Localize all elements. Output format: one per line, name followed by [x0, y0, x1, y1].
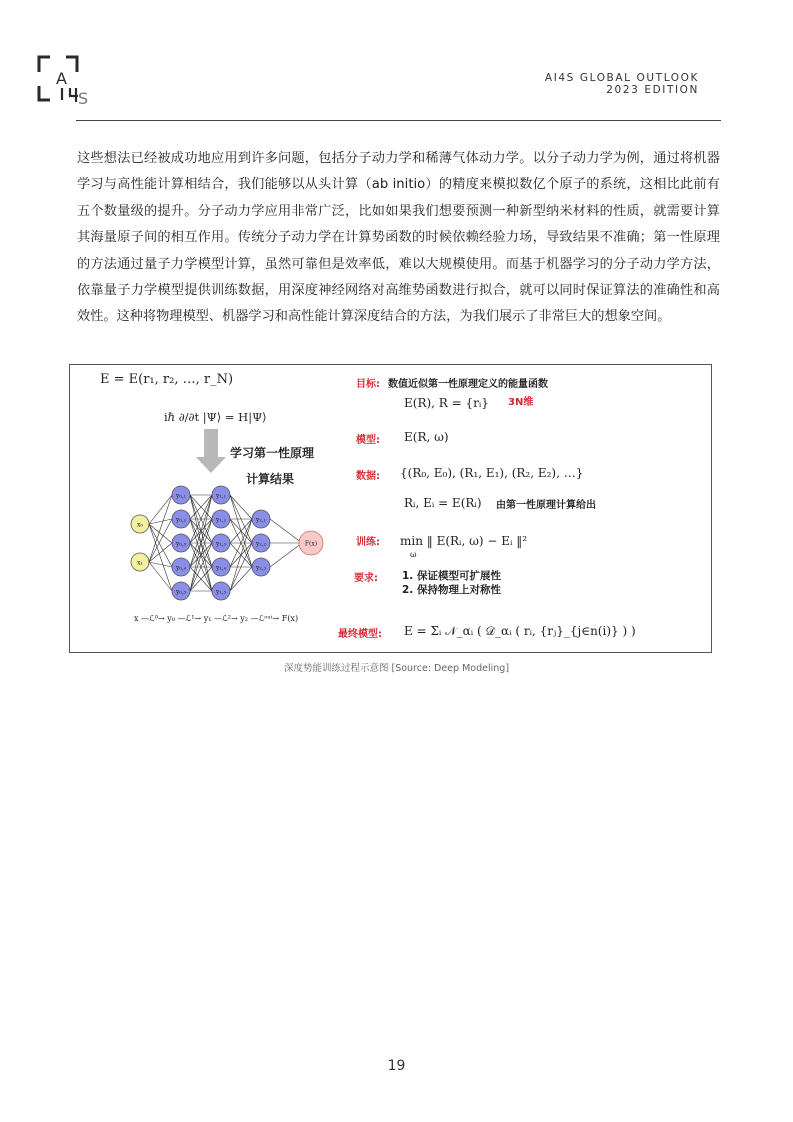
network-edge: [230, 567, 252, 591]
hidden2-node: [212, 558, 230, 576]
hidden3-node-label: y₂,₃: [255, 564, 267, 572]
hidden2-node: [212, 534, 230, 552]
learning-arrow-icon: [196, 429, 226, 473]
page-number: 19: [387, 1058, 406, 1074]
target-label: 目标:: [356, 379, 380, 390]
hidden2-node: [212, 510, 230, 528]
layer-chain: x —ℒ⁰→ y₀ —ℒ¹→ y₁ —ℒ²→ y₂ —ℒᵒᵘᵗ→ F(x): [134, 614, 299, 623]
ai4s-logo: [36, 54, 96, 108]
model-label: 模型:: [356, 435, 380, 446]
network-edge: [149, 524, 172, 591]
network-edge: [230, 495, 252, 519]
hidden1-node: [172, 510, 190, 528]
input-node-label: x₁: [137, 559, 143, 567]
target-eq: E(R), R = {rᵢ}: [404, 396, 489, 410]
hidden1-node: [172, 486, 190, 504]
hidden3-node-label: y₂,₂: [255, 540, 267, 548]
hidden3-node: [252, 558, 270, 576]
input-node: [131, 553, 149, 571]
target-note: 3N维: [508, 397, 534, 408]
header-edition-year: 2023 EDITION: [606, 84, 699, 96]
hidden1-node-label: y₀,₄: [175, 564, 187, 572]
hidden2-node: [212, 486, 230, 504]
deep-potential-figure: [69, 364, 712, 653]
data-eq2: Rᵢ, Eᵢ = E(Rᵢ): [404, 496, 482, 510]
figure-caption: 深度势能训练过程示意图 [Source: Deep Modeling]: [283, 663, 510, 674]
hidden1-node: [172, 558, 190, 576]
data-note: 由第一性原理计算给出: [496, 500, 596, 511]
network-edge: [270, 519, 302, 543]
figure-svg: [70, 365, 711, 652]
network-edge: [270, 543, 302, 567]
data-eq: {(R₀, E₀), (R₁, E₁), (R₂, E₂), …}: [400, 466, 584, 480]
hidden2-node-label: y₁,₂: [215, 516, 227, 524]
hidden1-node: [172, 534, 190, 552]
input-node-label: x₀: [137, 521, 143, 529]
hidden1-node-label: y₀,₅: [175, 588, 187, 596]
arrow-label-1: 学习第一性原理: [230, 446, 315, 460]
network-edge: [230, 519, 252, 591]
body-paragraph: 这些想法已经被成功地应用到许多问题，包括分子动力学和稀薄气体动力学。以分子动力学为例，通过将机器学习与高性能计算相结合，我们能够以从头计算（ab initio）的精度来模拟数亿个原子的系统，这相比此前有五个数量级的提升。分子动力学应用非常广泛，比如如果我们想要预测一种新型纳米材料的性质，就需要计算其海量原子间的相互作用。传统分子动力学在计算势函数的时候依赖经验力场，导致结果不准确；第一性原理的方法通过量子力学模型计算，虽然可靠但是效率低，难以大规模使用。而基于机器学习的分子动力学方法，依靠量子力学模型提供训练数据，用深度神经网络对高维势函数进行拟合，就可以同时保证算法的准确性和高效性。这种将物理模型、机器学习和高性能计算深度结合的方法，为我们展示了非常巨大的想象空间。: [77, 151, 720, 325]
header-edition: [545, 72, 699, 96]
req-label: 要求:: [354, 573, 378, 584]
input-node: [131, 515, 149, 533]
train-sub: ω: [410, 550, 417, 559]
target-text: 数值近似第一性原理定义的能量函数: [388, 379, 548, 390]
hidden2-node-label: y₁,₁: [215, 492, 227, 500]
arrow-label-2: 计算结果: [246, 472, 295, 486]
output-node-label: F(x): [304, 540, 318, 548]
network-edge: [149, 495, 172, 562]
hidden3-node-label: y₂,₁: [255, 516, 267, 524]
final-eq: E = Σᵢ 𝒩_αᵢ ( 𝒟_αᵢ ( rᵢ, {rⱼ}_{j∈n(i)} ) ): [404, 624, 636, 638]
hidden1-node-label: y₀,₂: [175, 516, 187, 524]
req-item-1: 1. 保证模型可扩展性: [402, 570, 501, 582]
hidden1-node: [172, 582, 190, 600]
hidden3-node: [252, 510, 270, 528]
output-node: [299, 531, 323, 555]
train-label: 训练:: [356, 537, 380, 548]
hidden3-node: [252, 534, 270, 552]
hidden2-node-label: y₁,₃: [215, 540, 227, 548]
header-rule: [76, 120, 721, 121]
train-eq: min ‖ E(Rᵢ, ω) − Eᵢ ‖²: [400, 534, 528, 548]
model-eq: E(R, ω): [404, 430, 449, 444]
eq-energy: E = E(r₁, r₂, …, r_N): [100, 372, 234, 387]
final-label: 最终模型:: [338, 629, 382, 640]
hidden2-node-label: y₁,₄: [215, 564, 227, 572]
eq-schrodinger: iℏ ∂/∂t |Ψ⟩ = H|Ψ⟩: [164, 410, 267, 424]
logo-letter-s: S: [78, 89, 89, 108]
data-label: 数据:: [356, 471, 380, 482]
hidden2-node-label: y₁,₅: [215, 588, 227, 596]
logo-letter-a: A: [56, 69, 67, 88]
hidden1-node-label: y₀,₃: [175, 540, 187, 548]
hidden1-node-label: y₀,₁: [175, 492, 187, 500]
req-item-2: 2. 保持物理上对称性: [402, 584, 501, 596]
header-title: AI4S GLOBAL OUTLOOK: [544, 72, 699, 84]
hidden2-node: [212, 582, 230, 600]
